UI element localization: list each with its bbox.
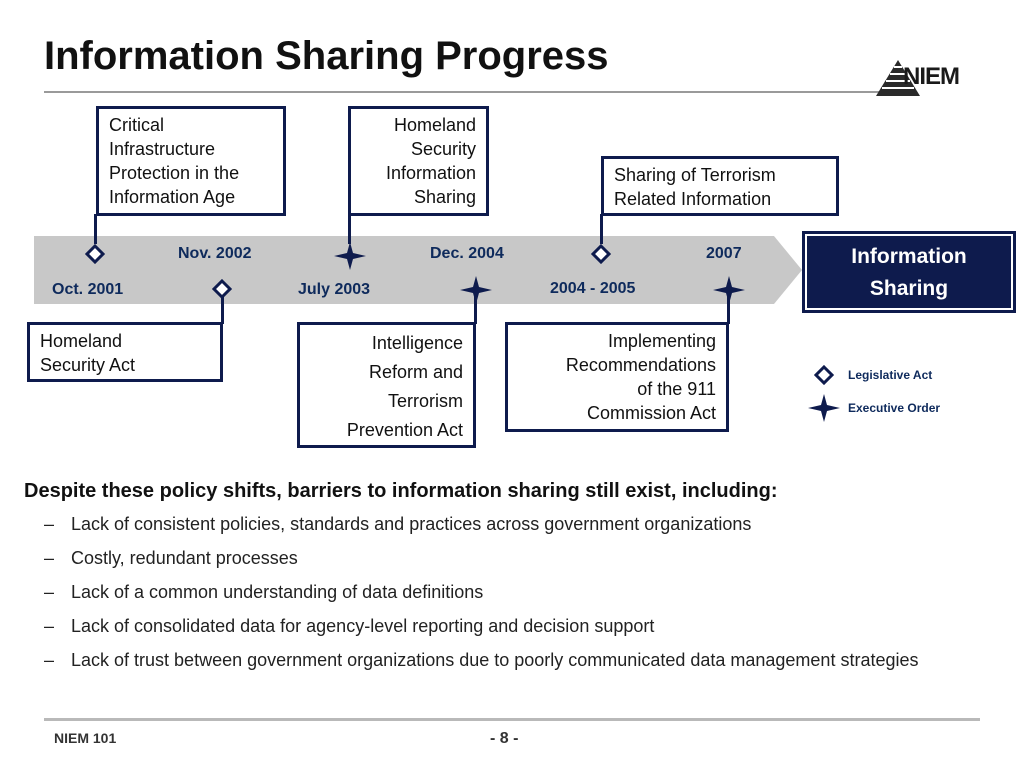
date-dec-2004: Dec. 2004	[430, 245, 504, 262]
event-homeland-security-act	[27, 322, 223, 382]
event-line: Sharing	[413, 187, 476, 207]
legend-star-icon	[808, 394, 840, 422]
executive-order-marker-icon	[460, 276, 492, 304]
list-item	[44, 580, 964, 604]
event-line: Intelligence	[371, 333, 463, 353]
event-critical-infrastructure	[96, 106, 286, 216]
list-item	[44, 614, 964, 638]
title-divider	[44, 91, 884, 93]
executive-order-marker-icon	[334, 242, 366, 270]
footer-divider	[44, 718, 980, 721]
event-line: Sharing of Terrorism	[614, 165, 776, 185]
connector-homeland-security-act	[221, 296, 224, 324]
legislative-act-marker-icon	[85, 244, 105, 264]
event-line: Commission Act	[586, 403, 716, 423]
event-line: Information	[385, 163, 476, 183]
date-nov-2002: Nov. 2002	[178, 245, 252, 262]
barriers-heading: Despite these policy shifts, barriers to information sharing still exist, including:	[24, 480, 778, 502]
destination-line: Sharing	[869, 277, 949, 300]
legend-diamond-icon	[814, 365, 834, 385]
event-line: Security Act	[40, 355, 136, 375]
destination-line: Information	[851, 245, 967, 268]
logo-text: NIEM	[903, 63, 959, 90]
bullet-text: Costly, redundant processes	[71, 548, 298, 568]
event-sharing-terrorism	[601, 156, 839, 216]
date-2004-2005: 2004 - 2005	[550, 280, 636, 297]
information-sharing-box	[802, 231, 1016, 313]
event-line: Homeland	[393, 115, 476, 135]
legislative-act-marker-icon	[212, 279, 232, 299]
page-title: Information Sharing Progress	[44, 34, 609, 78]
list-item	[44, 512, 964, 536]
legend-legislative-act: Legislative Act	[848, 368, 933, 382]
event-line: Recommendations	[565, 355, 716, 375]
bullet-text: Lack of consistent policies, standards and practices across government organizations	[71, 514, 752, 534]
list-item	[44, 546, 964, 570]
connector-critical-infrastructure	[94, 214, 97, 244]
list-item	[44, 648, 964, 672]
event-line: of the 911	[637, 379, 716, 399]
barriers-list	[44, 512, 964, 682]
bullet-dash: –	[44, 650, 55, 670]
page-number: - 8 -	[490, 730, 519, 747]
bullet-text: Lack of a common understanding of data definitions	[71, 582, 484, 602]
bullet-dash: –	[44, 514, 55, 534]
event-line: Infrastructure	[109, 139, 216, 159]
bullet-dash: –	[44, 548, 55, 568]
event-homeland-security-info	[348, 106, 489, 216]
timeline-arrow	[34, 236, 804, 304]
legislative-act-marker-icon	[591, 244, 611, 264]
bullet-dash: –	[44, 582, 55, 602]
date-2007: 2007	[706, 245, 742, 262]
date-oct-2001: Oct. 2001	[52, 281, 124, 298]
connector-homeland-security-info	[348, 214, 351, 244]
date-july-2003: July 2003	[298, 281, 371, 298]
event-line: Information Age	[109, 187, 236, 207]
bullet-text: Lack of consolidated data for agency-level reporting and decision support	[71, 616, 655, 636]
event-line: Critical	[109, 115, 165, 135]
event-line: Related Information	[614, 189, 772, 209]
event-line: Implementing	[607, 331, 716, 351]
event-implementing-911	[505, 322, 729, 432]
event-line: Terrorism	[388, 391, 463, 411]
event-line: Protection in the	[109, 163, 240, 183]
event-line: Homeland	[40, 331, 123, 351]
legend-executive-order: Executive Order	[848, 401, 941, 415]
bullet-dash: –	[44, 616, 55, 636]
event-line: Prevention Act	[346, 420, 463, 440]
bullet-text: Lack of trust between government organizations due to poorly communicated data management strategies	[71, 650, 919, 670]
event-line: Security	[410, 139, 476, 159]
connector-sharing-terrorism	[600, 214, 603, 244]
event-line: Reform and	[368, 362, 463, 382]
footer-label: NIEM 101	[54, 730, 117, 746]
event-intelligence-reform	[297, 322, 476, 448]
executive-order-marker-icon	[713, 276, 745, 304]
